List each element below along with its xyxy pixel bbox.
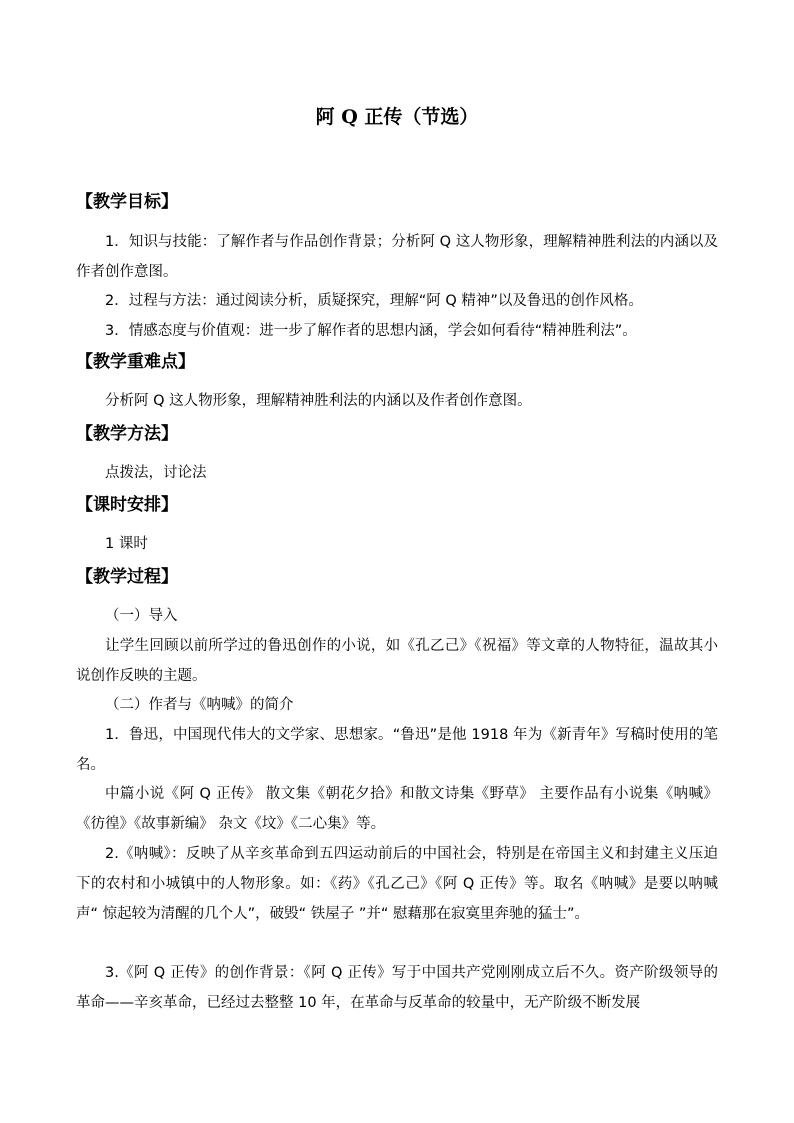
document-title: 阿 Q 正传（节选） [315,106,479,128]
schedule-text: 1 课时 [105,536,148,552]
process-paragraph-luxun: 1．鲁迅，中国现代伟大的文学家、思想家。“鲁迅”是他 1918 年为《新青年》写稿时使用的笔名。 [76,727,718,773]
section-heading-methods: 【教学方法】 [76,424,178,444]
section-heading-schedule: 【课时安排】 [76,495,178,515]
objective-item-3: 3．情感态度与价值观：进一步了解作者的思想内涵，学会如何看待“精神胜利法”。 [105,323,637,339]
objective-item-1: 1．知识与技能：了解作者与作品创作背景；分析阿 Q 这人物形象，理解精神胜利法的内涵以及作者创作意图。 [76,234,718,280]
methods-text: 点拨法，讨论法 [105,465,207,481]
process-paragraph-works: 中篇小说《阿 Q 正传》 散文集《朝花夕拾》和散文诗集《野草》 主要作品有小说集《呐喊》《彷徨》《故事新编》 杂文《坟》《二心集》等。 [76,786,718,832]
process-subheading-author: （二）作者与《呐喊》的简介 [105,697,294,713]
process-paragraph-nahan: 2.《呐喊》：反映了从辛亥革命到五四运动前后的中国社会，特别是在帝国主义和封建主义压迫下的农村和小城镇中的人物形象。如：《药》《孔乙己》《阿 Q 正传》等。取名《呐喊》是要以呐喊声“ 惊起较为清醒的几个人”，破毁“ 铁屋子 ”并“ 慰藉那在寂寞里奔驰的猛士”。 [76,846,718,922]
process-paragraph-intro: 让学生回顾以前所学过的鲁迅创作的小说，如《孔乙己》《祝福》等文章的人物特征，温故其小说创作反映的主题。 [76,638,718,684]
section-heading-objectives: 【教学目标】 [76,192,178,212]
key-points-text: 分析阿 Q 这人物形象，理解精神胜利法的内涵以及作者创作意图。 [105,393,532,409]
process-subheading-intro: （一）导入 [105,608,178,624]
section-heading-key-points: 【教学重难点】 [76,352,195,372]
objective-item-2: 2．过程与方法：通过阅读分析，质疑探究，理解“阿 Q 精神”以及鲁迅的创作风格。 [105,293,643,309]
process-paragraph-background: 3.《阿 Q 正传》的创作背景：《阿 Q 正传》写于中国共产党刚刚成立后不久。资产阶级领导的革命——辛亥革命，已经过去整整 10 年，在革命与反革命的较量中，无产阶级不断发展 [76,965,718,1011]
section-heading-process: 【教学过程】 [76,567,178,587]
